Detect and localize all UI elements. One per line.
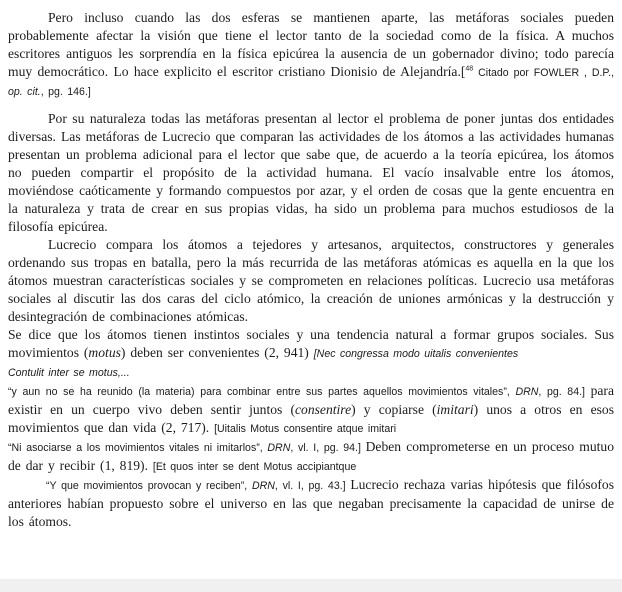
text-segment: Citado por FOWLER , D.P., xyxy=(473,67,615,79)
text-segment: “Y que movimientos provocan y reciben”, xyxy=(46,480,252,492)
text-segment: ) y copiarse ( xyxy=(351,402,437,417)
text-segment: ) deben ser convenientes (2, 941) xyxy=(120,345,314,360)
text-segment: , pg. 84.] xyxy=(538,386,591,398)
text-segment: Por su naturaleza todas las metáforas presentan al lector el problema de poner juntas dos entidades diversas. Las metáforas de Lucrecio que comparan las actividades de los átomos a las actividades humanas presentan un problema adicional para el lector que sabe que, de acuerdo a la teoría epicúrea, los átomos no pueden compartir el propósito de la actividad humana. El vacío insalvable entre los átomos, moviéndose caóticamente y formando compuestos por azar, y el orden de cosas que la gente encuentra en la naturaleza y trata de crear en sus propias vidas, ha sido un problema para muchos estudiosos de la filosofía epicúrea. xyxy=(8,111,614,234)
paragraph-metaforas-sociales xyxy=(8,9,614,101)
document-text xyxy=(8,9,614,531)
text-segment: op. cit. xyxy=(8,86,41,98)
text-segment: [Nec congressa modo uitalis convenientes xyxy=(313,348,519,360)
text-segment: , pg. 146.] xyxy=(40,86,91,98)
paragraph-lucrecio-compara xyxy=(8,236,614,326)
text-segment: [Et quos inter se dent Motus accipiantque xyxy=(152,461,357,473)
paragraph-instintos-sociales xyxy=(8,326,614,531)
text-segment: , vl. I, pg. 43.] xyxy=(274,480,351,492)
text-segment: DRN xyxy=(251,480,275,492)
text-segment: DRN xyxy=(515,386,539,398)
text-segment: Se dice que los átomos tienen instintos sociales y una tendencia natural a formar grupos sociales. Sus movimientos ( xyxy=(8,327,614,360)
text-segment: “Ni asociarse a los movimientos vitales ni imitarlos”, xyxy=(8,442,268,454)
text-segment: Pero incluso cuando las dos esferas se mantienen aparte, las metáforas sociales pueden probablemente afectar la visión que tiene el lector tanto de la sociedad como de la física. A muchos escritores antiguos les sorprendía en la física epicúrea la ausencia de un gobernador divino; todo parecía muy democrático. Lo hace explicito el escritor cristiano Dionisio de Alejandría.[ xyxy=(8,10,614,79)
text-segment: “y aun no se ha reunido (la materia) para combinar entre sus partes aquellos movimientos vitales”, xyxy=(8,386,516,398)
text-segment: Deben comprometerse en un proceso mutuo de dar y recibir (1, 819). xyxy=(8,439,614,473)
page-bottom-edge xyxy=(0,579,622,592)
text-segment: ) unos a otros en esos movimientos que dan vida (2, 717). xyxy=(8,402,614,435)
text-segment: Contulit inter se motus,... xyxy=(8,367,130,379)
text-segment: imitari xyxy=(436,402,474,417)
text-segment: 48 xyxy=(465,65,474,73)
text-segment: consentire xyxy=(295,402,352,417)
text-segment: [Uitalis Motus consentire atque imitari xyxy=(214,423,397,435)
text-segment: DRN xyxy=(267,442,291,454)
text-segment: para existir en un cuerpo vivo deben sentir juntos ( xyxy=(8,383,614,417)
text-segment: Lucrecio rechaza varias hipótesis que filósofos anteriores habían propuesto sobre el universo en las que negaban precisamente la capacidad de unirse de los átomos. xyxy=(8,477,614,529)
text-segment: motus xyxy=(88,345,121,360)
paragraph-naturaleza-metaforas xyxy=(8,110,614,236)
text-segment: , vl. I, pg. 94.] xyxy=(290,442,366,454)
text-segment: Lucrecio compara los átomos a tejedores y artesanos, arquitectos, constructores y generales ordenando sus tropas en batalla, pero la más recurrida de las metáforas atómicas es aquella en la que los átomos muestran características sociales y se comprometen en relaciones políticas. Lucrecio usa metáforas sociales al discutir las dos caras del ciclo atómico, la creación de uniones armónicas y la destrucción y desintegración de combinaciones atómicas. xyxy=(8,237,614,324)
